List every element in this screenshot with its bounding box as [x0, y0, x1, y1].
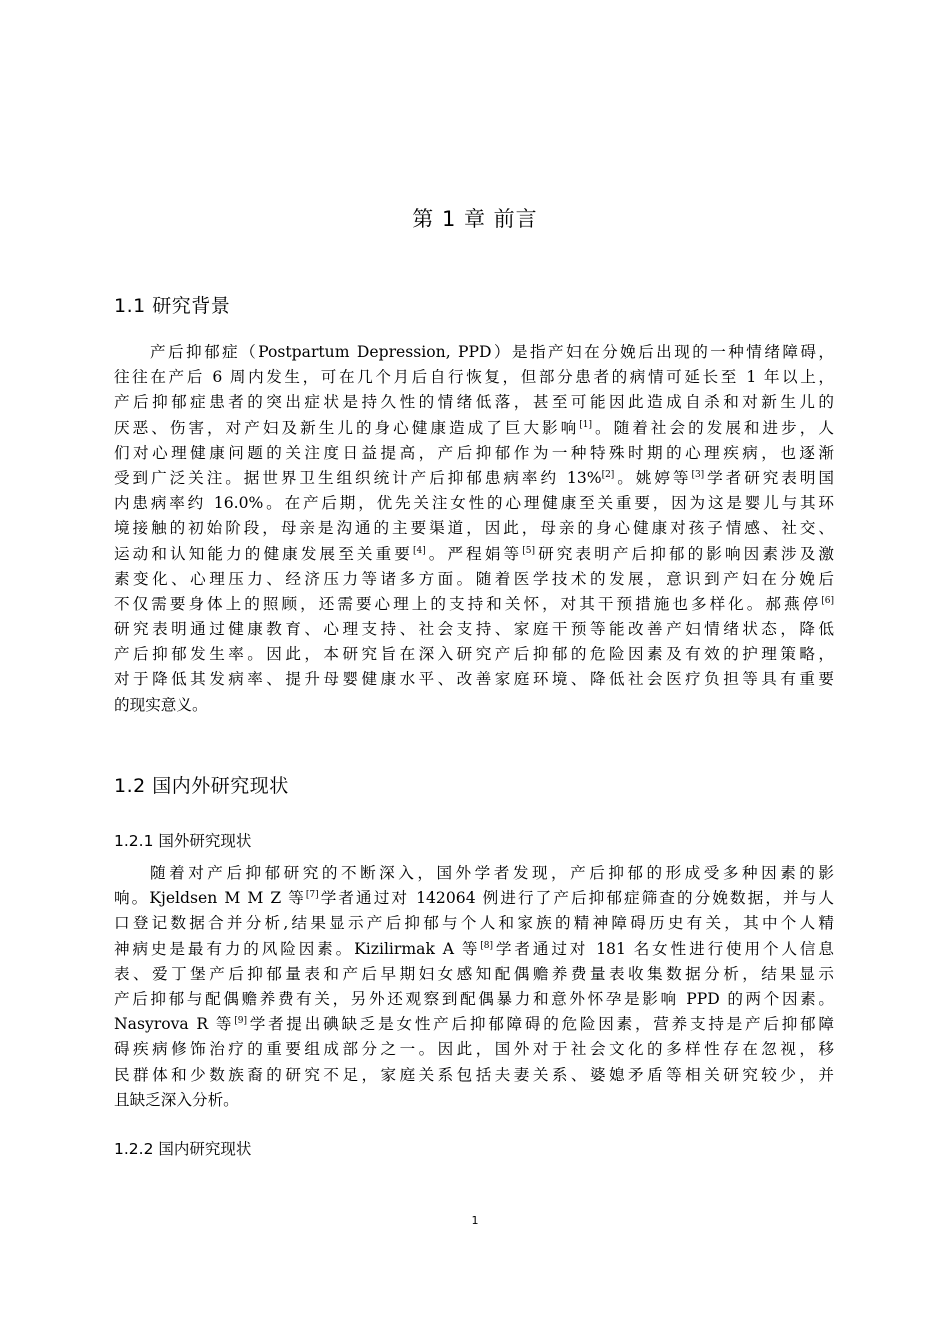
text-line: 内患病率约 16.0%。在产后期，优先关注女性的心理健康至关重要，因为这是婴儿与其环: [114, 494, 834, 513]
paragraph-foreign-research: [114, 861, 834, 1113]
text-line: 随着对产后抑郁研究的不断深入，国外学者发现，产后抑郁的形成受多种因素的影: [150, 864, 834, 882]
text-line: 产后抑郁症（Postpartum Depression, PPD）是指产妇在分娩后出现的一种情绪障碍，: [150, 343, 834, 361]
citation-ref: [8]: [480, 940, 494, 951]
subsection-heading-1-2-2: 1.2.2 国内研究现状: [114, 1140, 252, 1158]
citation-ref: [5]: [522, 545, 535, 556]
text-line: 受到广泛关注。据世界卫生组织统计产后抑郁患病率约 13%[2]。姚婷等[3]学者研究表明国: [114, 468, 834, 487]
subsection-heading-1-2-1: 1.2.1 国外研究现状: [114, 832, 252, 850]
citation-ref: [4]: [412, 545, 426, 556]
chapter-title: 第 1 章 前言: [412, 207, 538, 231]
text-line: 不仅需要身体上的照顾，还需要心理上的支持和关怀，对其干预措施也多样化。郝燕停[6]: [114, 594, 834, 613]
text-line: 产后抑郁症患者的突出症状是持久性的情绪低落，甚至可能因此造成自杀和对新生儿的: [114, 393, 834, 412]
text-line: 神病史是最有力的风险因素。Kizilirmak A 等[8]学者通过对 181 名女性进行使用个人信息: [114, 939, 834, 958]
text-line: 民群体和少数族裔的研究不足，家庭关系包括夫妻关系、婆媳矛盾等相关研究较少，并: [114, 1065, 834, 1084]
section-heading-1-1: 1.1 研究背景: [114, 295, 231, 317]
text-line: 研究表明通过健康教育、心理支持、社会支持、家庭干预等能改善产妇情绪状态，降低: [114, 620, 834, 639]
text-line: 表、爱丁堡产后抑郁量表和产后早期妇女感知配偶赡养费量表收集数据分析，结果显示: [114, 964, 834, 983]
text-line: 口登记数据合并分析,结果显示产后抑郁与个人和家族的精神障碍历史有关，其中个人精: [114, 914, 834, 933]
citation-ref: [2]: [601, 469, 615, 480]
text-line: 产后抑郁发生率。因此，本研究旨在深入研究产后抑郁的危险因素及有效的护理策略，: [114, 645, 834, 664]
citation-ref: [9]: [234, 1016, 247, 1027]
text-line: 碍疾病修饰治疗的重要组成部分之一。因此，国外对于社会文化的多样性存在忽视，移: [114, 1040, 834, 1059]
text-line: 运动和认知能力的健康发展至关重要[4]。严程娟等[5]研究表明产后抑郁的影响因素涉及激: [114, 544, 834, 563]
text-line: 响。Kjeldsen M M Z 等[7]学者通过对 142064 例进行了产后抑郁症筛查的分娩数据，并与人: [114, 889, 834, 908]
text-line: 厌恶、伤害，对产妇及新生儿的身心健康造成了巨大影响[1]。随着社会的发展和进步，人: [114, 418, 834, 437]
page-number: 1: [471, 1214, 479, 1227]
text-line: 对于降低其发病率、提升母婴健康水平、改善家庭环境、降低社会医疗负担等具有重要: [114, 670, 834, 689]
citation-ref: [7]: [305, 890, 319, 901]
paragraph-research-background: [114, 340, 834, 718]
citation-ref: [6]: [821, 595, 834, 606]
section-heading-1-2: 1.2 国内外研究现状: [114, 775, 289, 797]
citation-ref: [1]: [579, 419, 593, 430]
text-line: 的现实意义。: [114, 695, 208, 714]
text-line: 且缺乏深入分析。: [114, 1090, 239, 1109]
text-line: 境接触的初始阶段，母亲是沟通的主要渠道，因此，母亲的身心健康对孩子情感、社交、: [114, 519, 834, 538]
text-line: 往往在产后 6 周内发生，可在几个月后自行恢复，但部分患者的病情可延长至 1 年以上，: [114, 368, 834, 387]
text-line: Nasyrova R 等[9]学者提出碘缺乏是女性产后抑郁障碍的危险因素，营养支持是产后抑郁障: [114, 1015, 834, 1034]
text-line: 素变化、心理压力、经济压力等诸多方面。随着医学技术的发展，意识到产妇在分娩后: [114, 569, 834, 588]
citation-ref: [3]: [691, 469, 705, 480]
text-line: 产后抑郁与配偶赡养费有关，另外还观察到配偶暴力和意外怀孕是影响 PPD 的两个因素。: [114, 989, 834, 1008]
text-line: 们对心理健康问题的关注度日益提高，产后抑郁作为一种特殊时期的心理疾病，也逐渐: [114, 443, 834, 462]
